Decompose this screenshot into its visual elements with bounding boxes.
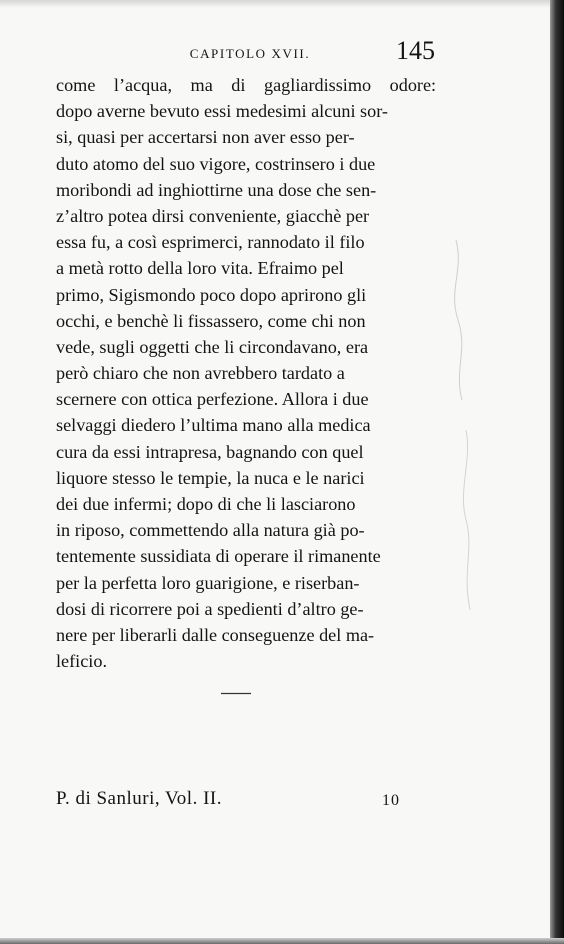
text-line: si, quasi per accertarsi non aver esso per- <box>56 127 355 148</box>
signature-mark: P. di Sanluri, Vol. II. <box>56 788 222 809</box>
text-line: leficio. <box>56 651 108 672</box>
text-line: cura da essi intrapresa, bagnando con quel <box>56 441 364 462</box>
text-line: dopo averne bevuto essi medesimi alcuni sor- <box>56 101 388 122</box>
text-line: essa fu, a così esprimerci, rannodato il filo <box>56 232 365 253</box>
text-line: moribondi ad inghiottirne una dose che sen- <box>56 179 377 200</box>
page-bottom-edge <box>0 938 564 944</box>
text-line: nere per liberarli dalle conseguenze del ma- <box>56 624 375 645</box>
end-ornament <box>221 692 251 695</box>
text-line: liquore stesso le tempie, la nuca e le narici <box>56 467 365 488</box>
text-line: però chiaro che non avrebbero tardato a <box>56 363 345 384</box>
page-number: 145 <box>396 36 435 65</box>
text-line: z’altro potea dirsi conveniente, giacchè per <box>56 205 370 226</box>
text-line <box>56 72 496 98</box>
running-title: CAPITOLO XVII. <box>189 46 311 61</box>
text-line: primo, Sigismondo poco dopo aprirono gli <box>56 284 367 305</box>
text-line: duto atomo del suo vigore, costrinsero i due <box>56 153 376 174</box>
text-line: tentemente sussidiata di operare il rimanente <box>56 546 381 567</box>
text-line: a metà rotto della loro vita. Efraimo pel <box>56 258 344 279</box>
line-text: come l’acqua, ma di gagliardissimo odore: <box>56 75 437 95</box>
text-line: dosi di ricorrere poi a spedienti d’altro ge- <box>56 598 364 619</box>
text-line: occhi, e benchè li fissassero, come chi non <box>56 310 366 331</box>
text-line: in riposo, commettendo alla natura già po- <box>56 520 365 541</box>
text-line: per la perfetta loro guarigione, e riserban- <box>56 572 360 593</box>
binding-shadow <box>550 0 564 944</box>
page-top-edge <box>0 0 564 8</box>
text-line: scernere con ottica perfezione. Allora i due <box>56 389 369 410</box>
body-text <box>56 72 496 674</box>
text-line: selvaggi diedero l’ultima mano alla medica <box>56 415 371 436</box>
text-line: dei due infermi; dopo di che li lasciarono <box>56 494 356 514</box>
text-line: vede, sugli oggetti che li circondavano, era <box>56 336 369 357</box>
sheet-number: 10 <box>382 792 400 809</box>
